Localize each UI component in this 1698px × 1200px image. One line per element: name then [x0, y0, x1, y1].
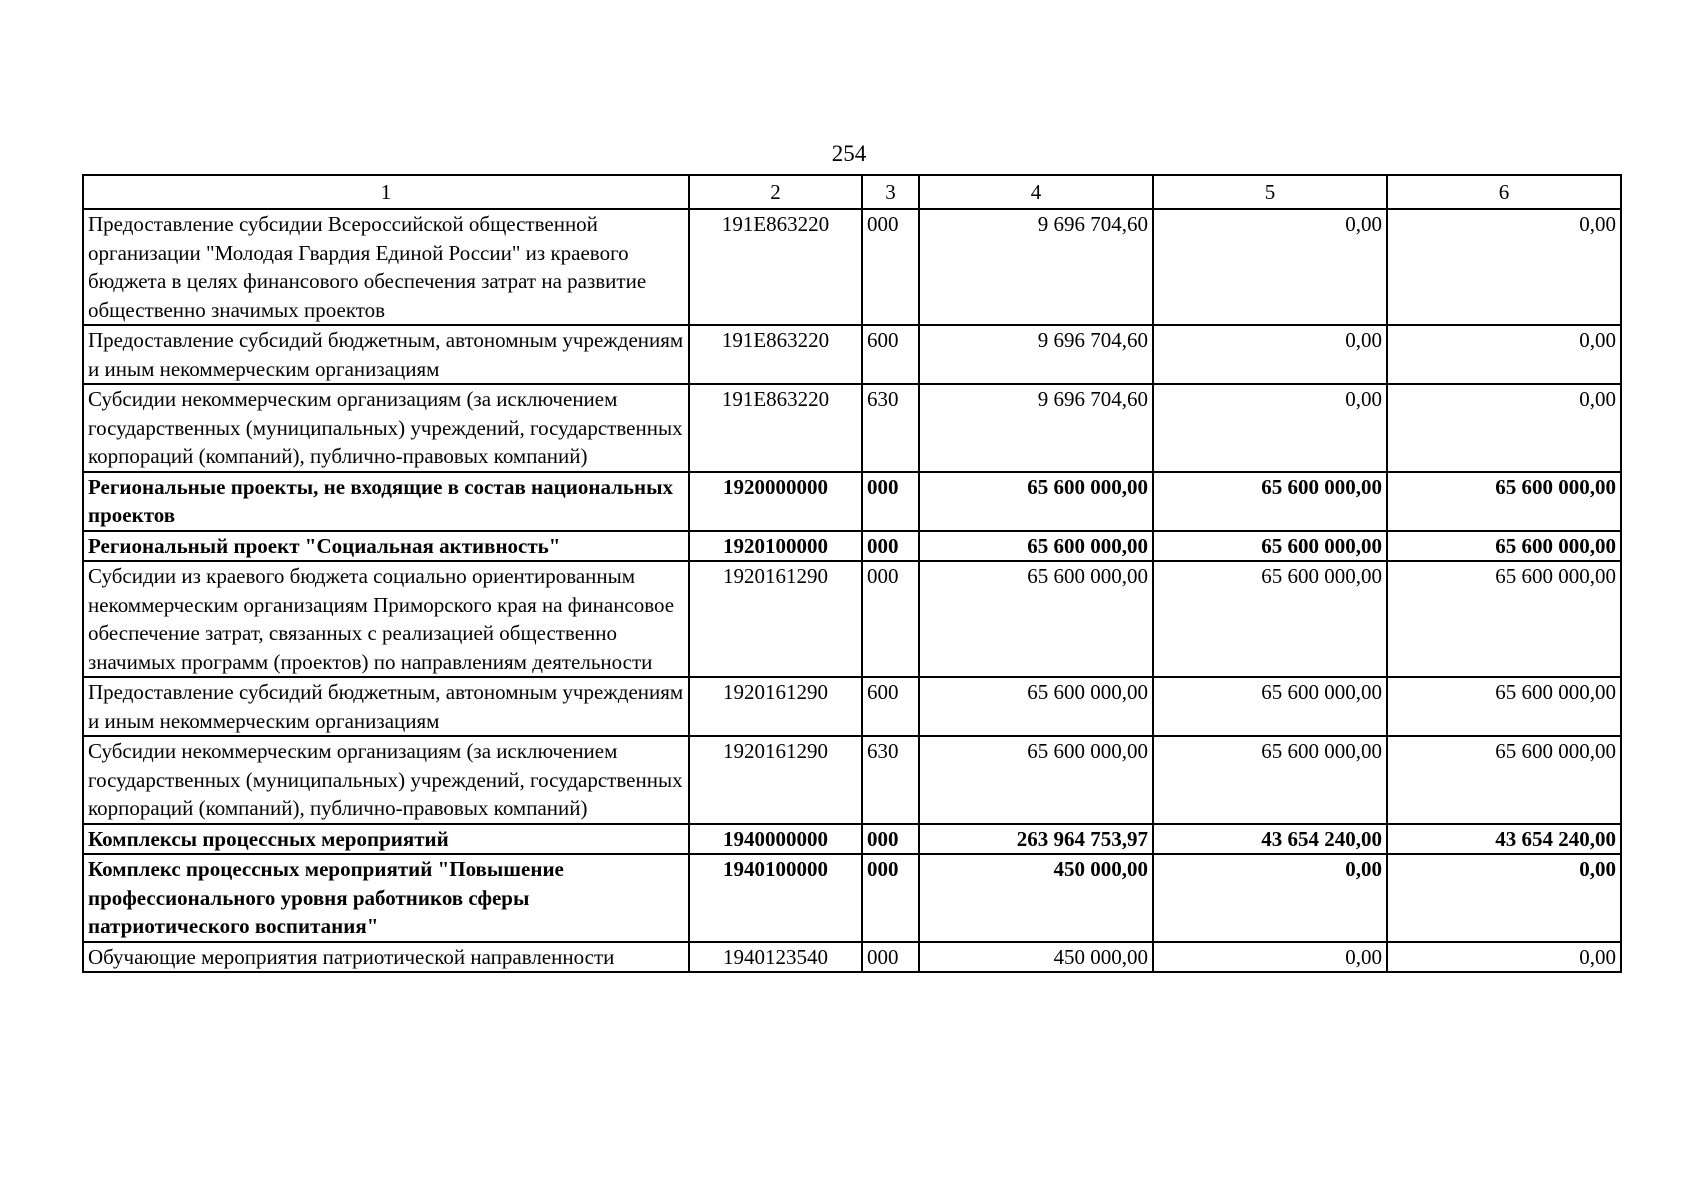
- row-amount-col4: 9 696 704,60: [919, 209, 1153, 325]
- row-amount-col4: 263 964 753,97: [919, 824, 1153, 855]
- row-amount-col6: 65 600 000,00: [1387, 736, 1621, 824]
- header-col-3: 3: [862, 175, 919, 209]
- row-code-cell: 191E863220: [689, 384, 862, 472]
- table-row: [83, 209, 1621, 325]
- header-col-5: 5: [1153, 175, 1387, 209]
- row-type-cell: 000: [862, 472, 919, 531]
- row-amount-col4: 9 696 704,60: [919, 325, 1153, 384]
- row-name-cell: Обучающие мероприятия патриотической направленности: [83, 942, 689, 973]
- row-amount-col5: 0,00: [1153, 942, 1387, 973]
- row-type-cell: 000: [862, 561, 919, 677]
- row-amount-col6: 0,00: [1387, 325, 1621, 384]
- header-col-1: 1: [83, 175, 689, 209]
- row-amount-col6: 65 600 000,00: [1387, 561, 1621, 677]
- row-amount-col5: 65 600 000,00: [1153, 561, 1387, 677]
- row-code-cell: 1940000000: [689, 824, 862, 855]
- row-amount-col6: 65 600 000,00: [1387, 531, 1621, 562]
- row-name-cell: Предоставление субсидии Всероссийской общественной организации "Молодая Гвардия Единой России" из краевого бюджета в целях финансового обеспечения затрат на развитие общественно значимых проектов: [83, 209, 689, 325]
- table-row: [83, 854, 1621, 942]
- page-number: 254: [831, 141, 867, 166]
- header-col-2: 2: [689, 175, 862, 209]
- row-code-cell: 1920000000: [689, 472, 862, 531]
- row-amount-col4: 65 600 000,00: [919, 531, 1153, 562]
- row-amount-col5: 0,00: [1153, 325, 1387, 384]
- table-row: [83, 824, 1621, 855]
- row-amount-col4: 65 600 000,00: [919, 472, 1153, 531]
- row-name-cell: Субсидии из краевого бюджета социально ориентированным некоммерческим организациям Приморского края на финансовое обеспечение затрат, связанных с реализацией общественно значимых программ (проектов) по направлениям деятельности: [83, 561, 689, 677]
- row-code-cell: 191E863220: [689, 325, 862, 384]
- row-amount-col6: 65 600 000,00: [1387, 472, 1621, 531]
- header-col-6: 6: [1387, 175, 1621, 209]
- row-amount-col6: 65 600 000,00: [1387, 677, 1621, 736]
- budget-table: [82, 174, 1622, 973]
- row-name-cell: Комплекс процессных мероприятий "Повышение профессионального уровня работников сферы патриотического воспитания": [83, 854, 689, 942]
- row-amount-col6: 0,00: [1387, 384, 1621, 472]
- row-amount-col4: 450 000,00: [919, 854, 1153, 942]
- row-amount-col4: 65 600 000,00: [919, 736, 1153, 824]
- row-name-cell: Субсидии некоммерческим организациям (за исключением государственных (муниципальных) учреждений, государственных корпораций (компаний), публично-правовых компаний): [83, 384, 689, 472]
- row-amount-col4: 65 600 000,00: [919, 677, 1153, 736]
- row-code-cell: 1940100000: [689, 854, 862, 942]
- row-amount-col6: 0,00: [1387, 854, 1621, 942]
- row-amount-col5: 0,00: [1153, 384, 1387, 472]
- row-code-cell: 1920161290: [689, 561, 862, 677]
- table-row: [83, 531, 1621, 562]
- row-amount-col5: 65 600 000,00: [1153, 677, 1387, 736]
- row-code-cell: 1940123540: [689, 942, 862, 973]
- row-name-cell: Региональный проект "Социальная активность": [83, 531, 689, 562]
- row-code-cell: 1920161290: [689, 677, 862, 736]
- row-amount-col5: 0,00: [1153, 209, 1387, 325]
- row-amount-col4: 9 696 704,60: [919, 384, 1153, 472]
- row-amount-col5: 0,00: [1153, 854, 1387, 942]
- row-code-cell: 191E863220: [689, 209, 862, 325]
- row-type-cell: 000: [862, 854, 919, 942]
- row-amount-col4: 450 000,00: [919, 942, 1153, 973]
- row-amount-col6: 0,00: [1387, 942, 1621, 973]
- row-name-cell: Комплексы процессных мероприятий: [83, 824, 689, 855]
- row-amount-col5: 43 654 240,00: [1153, 824, 1387, 855]
- row-amount-col4: 65 600 000,00: [919, 561, 1153, 677]
- row-code-cell: 1920100000: [689, 531, 862, 562]
- table-row: [83, 736, 1621, 824]
- row-type-cell: 000: [862, 209, 919, 325]
- row-name-cell: Предоставление субсидий бюджетным, автономным учреждениям и иным некоммерческим организациям: [83, 325, 689, 384]
- row-name-cell: Региональные проекты, не входящие в состав национальных проектов: [83, 472, 689, 531]
- row-amount-col5: 65 600 000,00: [1153, 736, 1387, 824]
- table-row: [83, 472, 1621, 531]
- row-name-cell: Субсидии некоммерческим организациям (за исключением государственных (муниципальных) учреждений, государственных корпораций (компаний), публично-правовых компаний): [83, 736, 689, 824]
- header-row: [83, 175, 1621, 209]
- row-type-cell: 630: [862, 736, 919, 824]
- row-type-cell: 600: [862, 677, 919, 736]
- row-name-cell: Предоставление субсидий бюджетным, автономным учреждениям и иным некоммерческим организациям: [83, 677, 689, 736]
- table-row: [83, 325, 1621, 384]
- row-type-cell: 630: [862, 384, 919, 472]
- row-amount-col5: 65 600 000,00: [1153, 531, 1387, 562]
- table-row: [83, 384, 1621, 472]
- row-amount-col6: 0,00: [1387, 209, 1621, 325]
- row-amount-col5: 65 600 000,00: [1153, 472, 1387, 531]
- row-type-cell: 000: [862, 942, 919, 973]
- header-col-4: 4: [919, 175, 1153, 209]
- row-type-cell: 000: [862, 824, 919, 855]
- table-row: [83, 942, 1621, 973]
- table-row: [83, 677, 1621, 736]
- row-type-cell: 000: [862, 531, 919, 562]
- row-amount-col6: 43 654 240,00: [1387, 824, 1621, 855]
- row-code-cell: 1920161290: [689, 736, 862, 824]
- row-type-cell: 600: [862, 325, 919, 384]
- table-row: [83, 561, 1621, 677]
